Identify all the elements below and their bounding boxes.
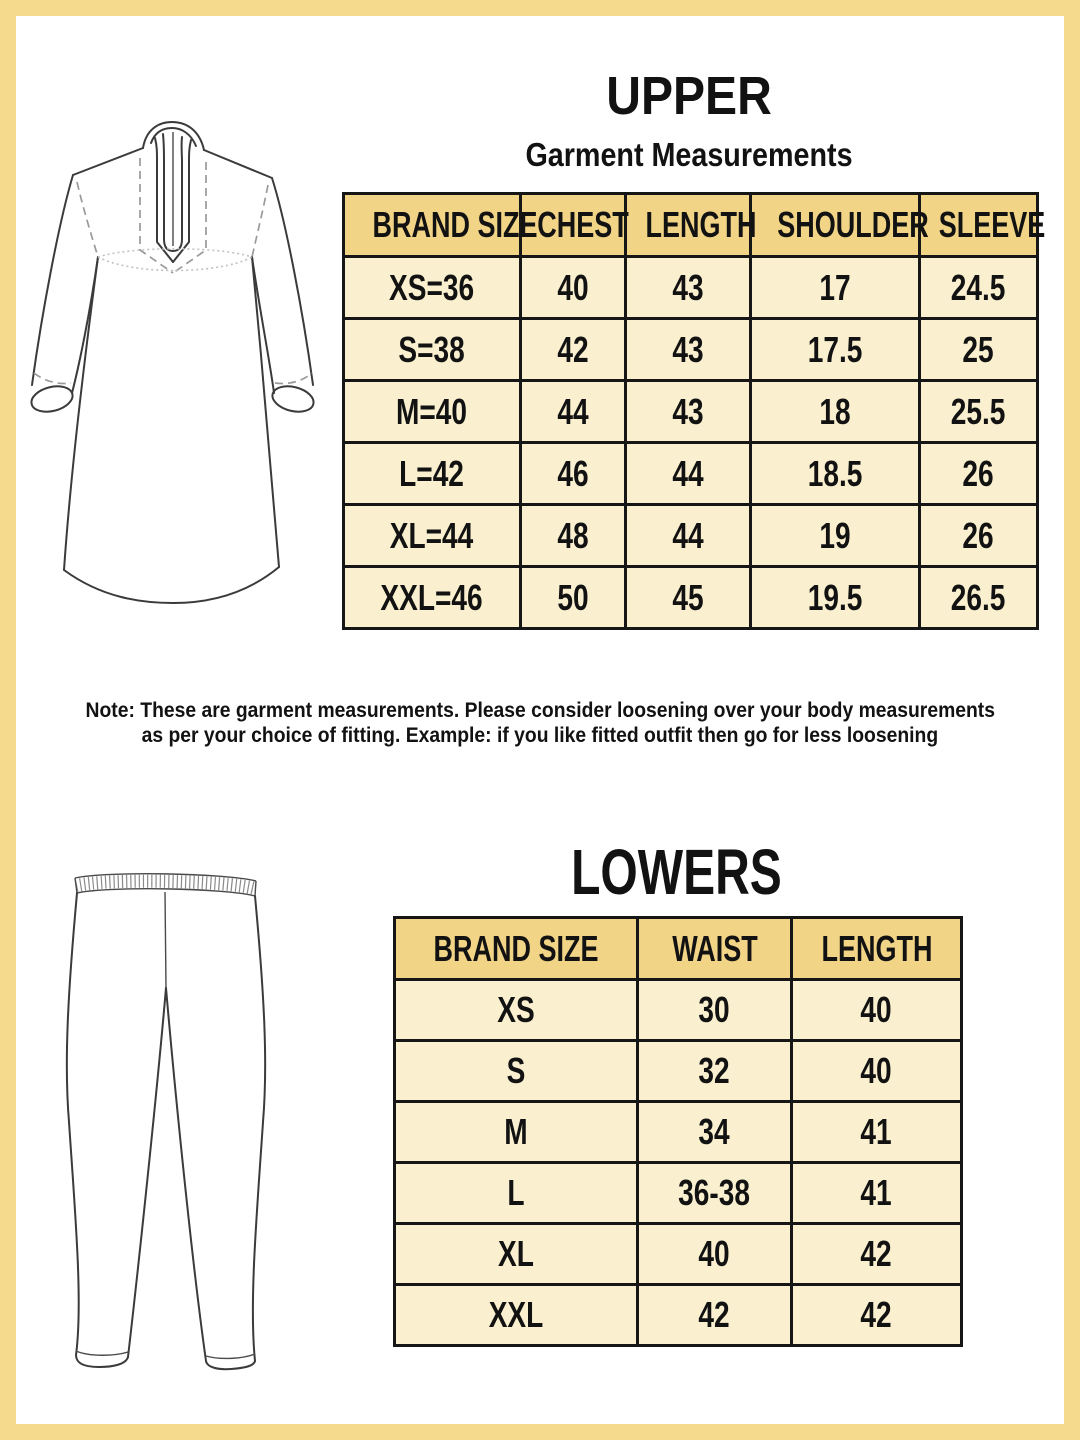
header-cell-text: WAIST: [671, 927, 758, 969]
table-cell: [638, 1041, 792, 1102]
header-cell: [344, 194, 538, 257]
lowers-title-text: LOWERS: [571, 836, 782, 908]
header-cell: [395, 918, 638, 980]
table-cell-text: 43: [672, 390, 704, 432]
table-cell-text: 42: [557, 328, 589, 370]
table-cell-text: 46: [557, 452, 589, 494]
table-cell-text: 48: [557, 514, 589, 556]
table-cell-text: 42: [698, 1294, 731, 1335]
table-cell-text: 42: [860, 1294, 893, 1335]
table-cell-text: 36-38: [678, 1172, 751, 1213]
header-cell: [792, 918, 962, 980]
table-cell: [395, 980, 638, 1041]
upper-table-header-row: [344, 194, 1038, 257]
table-row: [395, 1041, 962, 1102]
table-cell-text: 44: [557, 390, 589, 432]
table-cell-text: S: [506, 1050, 526, 1091]
header-cell: [638, 918, 792, 980]
table-cell: [638, 1102, 792, 1163]
table-cell: [395, 1102, 638, 1163]
table-cell-text: 50: [557, 576, 589, 618]
table-cell: [395, 1163, 638, 1224]
header-cell: [751, 194, 929, 257]
table-row: [344, 443, 1038, 505]
header-cell: [920, 194, 1046, 257]
table-cell-text: 19: [819, 514, 851, 556]
table-cell: [920, 319, 1038, 381]
table-cell: [638, 1224, 792, 1285]
table-row: [395, 1285, 962, 1346]
table-cell-text: 45: [672, 576, 704, 618]
table-cell: [792, 1041, 962, 1102]
table-row: [395, 1102, 962, 1163]
table-cell: [626, 505, 751, 567]
header-cell-text: BRAND SIZE: [372, 204, 538, 245]
table-cell: [792, 1224, 962, 1285]
table-cell: [344, 319, 521, 381]
table-cell: [521, 443, 626, 505]
table-cell-text: 43: [672, 266, 704, 308]
table-cell-text: 25.5: [951, 390, 1006, 432]
table-row: [395, 1224, 962, 1285]
table-cell-text: 40: [557, 266, 589, 308]
table-cell: [626, 443, 751, 505]
table-cell: [751, 505, 920, 567]
table-cell: [751, 257, 920, 319]
upper-subtitle-text: Garment Measurements: [525, 136, 853, 173]
table-cell: [626, 257, 751, 319]
header-cell: [626, 194, 757, 257]
table-cell-text: 17.5: [807, 328, 863, 370]
table-cell-text: 30: [698, 989, 731, 1030]
table-cell: [920, 443, 1038, 505]
table-cell-text: M=40: [396, 390, 468, 432]
table-cell-text: 26: [962, 514, 995, 556]
table-cell-text: 17: [819, 266, 851, 308]
table-cell-text: 25: [962, 328, 995, 370]
table-cell-text: 44: [672, 514, 704, 556]
table-cell-text: XL: [498, 1233, 534, 1274]
table-cell: [344, 381, 521, 443]
header-cell-text: CHEST: [537, 204, 629, 245]
kurta-illustration: [22, 102, 332, 612]
table-cell-text: 34: [698, 1111, 731, 1152]
table-cell: [751, 381, 920, 443]
header-cell-text: SHOULDER: [777, 204, 929, 245]
table-cell: [920, 505, 1038, 567]
table-row: [344, 505, 1038, 567]
upper-size-table: [342, 192, 1046, 630]
upper-section-title: [342, 66, 1036, 126]
table-cell: [792, 1163, 962, 1224]
table-cell: [344, 567, 521, 629]
table-cell: [638, 1285, 792, 1346]
note-line-1: Note: These are garment measurements. Please consider loosening over your body measurements: [85, 699, 995, 722]
table-cell: [920, 257, 1038, 319]
table-cell: [521, 505, 626, 567]
table-cell-text: 41: [860, 1111, 893, 1152]
pants-illustration: [40, 862, 290, 1382]
table-cell-text: 32: [698, 1050, 731, 1091]
table-cell: [751, 319, 920, 381]
header-cell-text: SLEEVE: [938, 204, 1046, 245]
table-cell: [792, 1102, 962, 1163]
table-row: [344, 257, 1038, 319]
header-cell-text: LENGTH: [645, 204, 757, 245]
table-row: [395, 980, 962, 1041]
upper-title-text: UPPER: [606, 66, 772, 126]
table-cell-text: 18.5: [807, 452, 863, 494]
table-cell-text: S=38: [398, 328, 466, 370]
table-cell-text: L=42: [399, 452, 465, 494]
table-cell: [792, 980, 962, 1041]
table-cell-text: 40: [698, 1233, 731, 1274]
table-cell-text: XL=44: [390, 514, 474, 556]
table-row: [344, 567, 1038, 629]
table-cell-text: 40: [860, 1050, 893, 1091]
table-cell-text: 43: [672, 328, 704, 370]
table-cell: [344, 257, 521, 319]
table-cell-text: 26: [962, 452, 995, 494]
table-cell-text: 42: [860, 1233, 893, 1274]
header-cell-text: LENGTH: [821, 927, 932, 969]
table-cell: [521, 257, 626, 319]
table-row: [344, 381, 1038, 443]
table-cell: [920, 381, 1038, 443]
table-cell: [626, 567, 751, 629]
table-cell-text: M: [504, 1111, 528, 1152]
table-cell: [521, 319, 626, 381]
table-cell-text: 44: [672, 452, 704, 494]
lowers-section-title: [393, 836, 960, 908]
table-cell: [395, 1224, 638, 1285]
table-cell: [521, 567, 626, 629]
measurement-note: [16, 698, 1064, 748]
table-cell: [344, 443, 521, 505]
table-cell: [395, 1285, 638, 1346]
table-cell-text: XXL=46: [380, 576, 484, 618]
table-cell: [638, 1163, 792, 1224]
table-cell: [638, 980, 792, 1041]
table-cell-text: L: [507, 1172, 525, 1213]
table-cell-text: 18: [819, 390, 851, 432]
table-cell: [521, 381, 626, 443]
table-cell-text: 40: [860, 989, 893, 1030]
table-cell-text: XS: [497, 989, 535, 1030]
note-line-2: as per your choice of fitting. Example: if you like fitted outfit then go for less loosening: [141, 724, 939, 747]
table-row: [344, 319, 1038, 381]
table-cell: [751, 567, 920, 629]
table-cell-text: XS=36: [389, 266, 475, 308]
table-cell-text: XXL: [488, 1294, 544, 1335]
table-cell: [751, 443, 920, 505]
table-cell: [344, 505, 521, 567]
table-cell-text: 19.5: [807, 576, 863, 618]
table-cell-text: 24.5: [951, 266, 1006, 308]
table-cell: [626, 319, 751, 381]
lowers-table-header-row: [395, 918, 962, 980]
lowers-size-table: [393, 916, 963, 1347]
upper-section-subtitle: [342, 138, 1036, 171]
table-cell: [626, 381, 751, 443]
table-row: [395, 1163, 962, 1224]
table-cell: [920, 567, 1038, 629]
table-cell-text: 26.5: [951, 576, 1006, 618]
table-cell-text: 41: [860, 1172, 893, 1213]
table-cell: [395, 1041, 638, 1102]
header-cell-text: BRAND SIZE: [433, 927, 599, 969]
table-cell: [792, 1285, 962, 1346]
